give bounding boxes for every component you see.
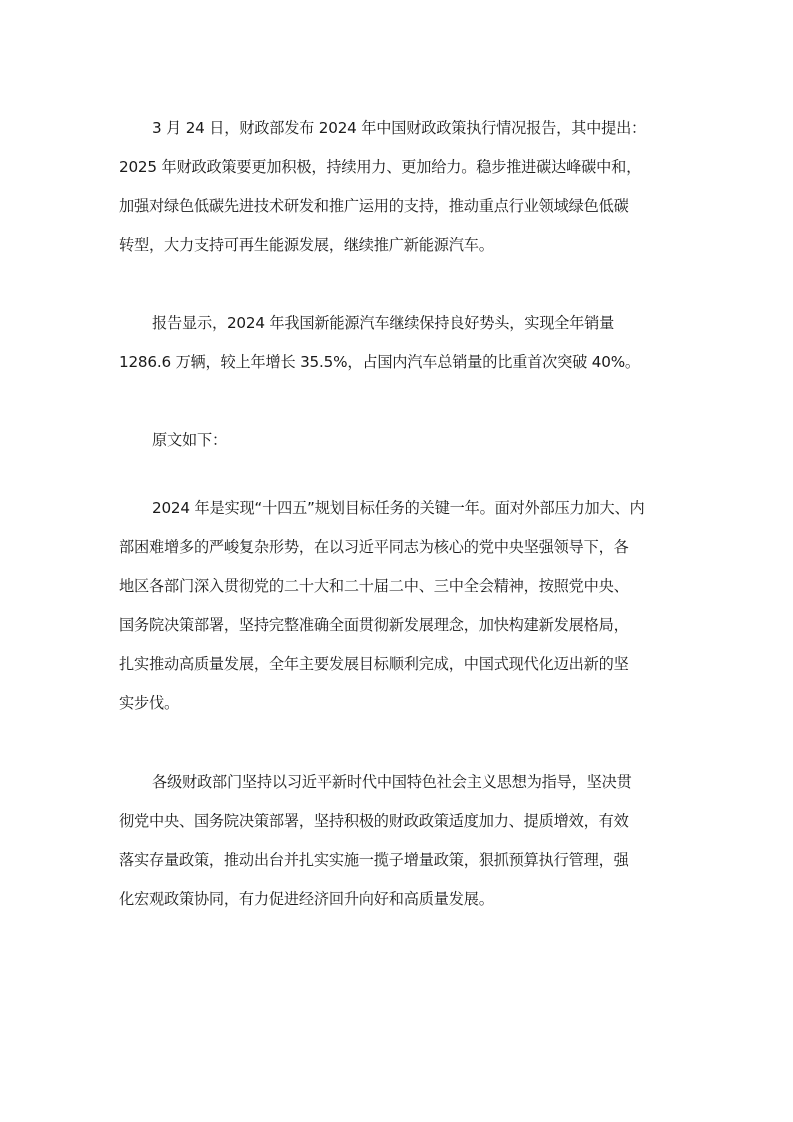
text-line: 彻党中央、国务院决策部署，坚持积极的财政政策适度加力、提质增效，有效 bbox=[119, 812, 629, 830]
text-line: 1286.6 万辆，较上年增长 35.5%，占国内汽车总销量的比重首次突破 40%。 bbox=[119, 353, 640, 371]
text-line: 国务院决策部署，坚持完整准确全面贯彻新发展理念，加快构建新发展格局， bbox=[119, 616, 629, 634]
text-line: 报告显示，2024 年我国新能源汽车继续保持良好势头，实现全年销量 bbox=[152, 314, 615, 332]
text-line: 转型，大力支持可再生能源发展，继续推广新能源汽车。 bbox=[119, 236, 494, 254]
text-line: 原文如下： bbox=[152, 431, 227, 449]
text-line: 各级财政部门坚持以习近平新时代中国特色社会主义思想为指导，坚决贯 bbox=[152, 773, 632, 791]
text-line: 实步伐。 bbox=[119, 694, 179, 712]
paragraph-nev-sales bbox=[119, 313, 679, 391]
text-line: 部困难增多的严峻复杂形势，在以习近平同志为核心的党中央坚强领导下，各 bbox=[119, 538, 629, 556]
text-line: 扎实推动高质量发展，全年主要发展目标顺利完成，中国式现代化迈出新的坚 bbox=[119, 655, 629, 673]
text-line: 化宏观政策协同，有力促进经济回升向好和高质量发展。 bbox=[119, 890, 494, 908]
text-line: 2025 年财政政策要更加积极，持续用力、更加给力。稳步推进碳达峰碳中和， bbox=[119, 158, 642, 176]
text-line: 落实存量政策，推动出台并扎实实施一揽子增量政策，狠抓预算执行管理，强 bbox=[119, 851, 629, 869]
text-line: 加强对绿色低碳先进技术研发和推广运用的支持，推动重点行业领域绿色低碳 bbox=[119, 197, 629, 215]
text-line: 3 月 24 日，财政部发布 2024 年中国财政政策执行情况报告，其中提出： bbox=[152, 119, 647, 137]
paragraph-original-2 bbox=[119, 772, 679, 928]
text-line: 2024 年是实现“十四五”规划目标任务的关键一年。面对外部压力加大、内 bbox=[152, 499, 645, 517]
paragraph-original-1 bbox=[119, 498, 679, 732]
text-line: 地区各部门深入贯彻党的二十大和二十届二中、三中全会精神，按照党中央、 bbox=[119, 577, 629, 595]
paragraph-original-text-label bbox=[119, 430, 679, 469]
paragraph-intro bbox=[119, 118, 679, 274]
